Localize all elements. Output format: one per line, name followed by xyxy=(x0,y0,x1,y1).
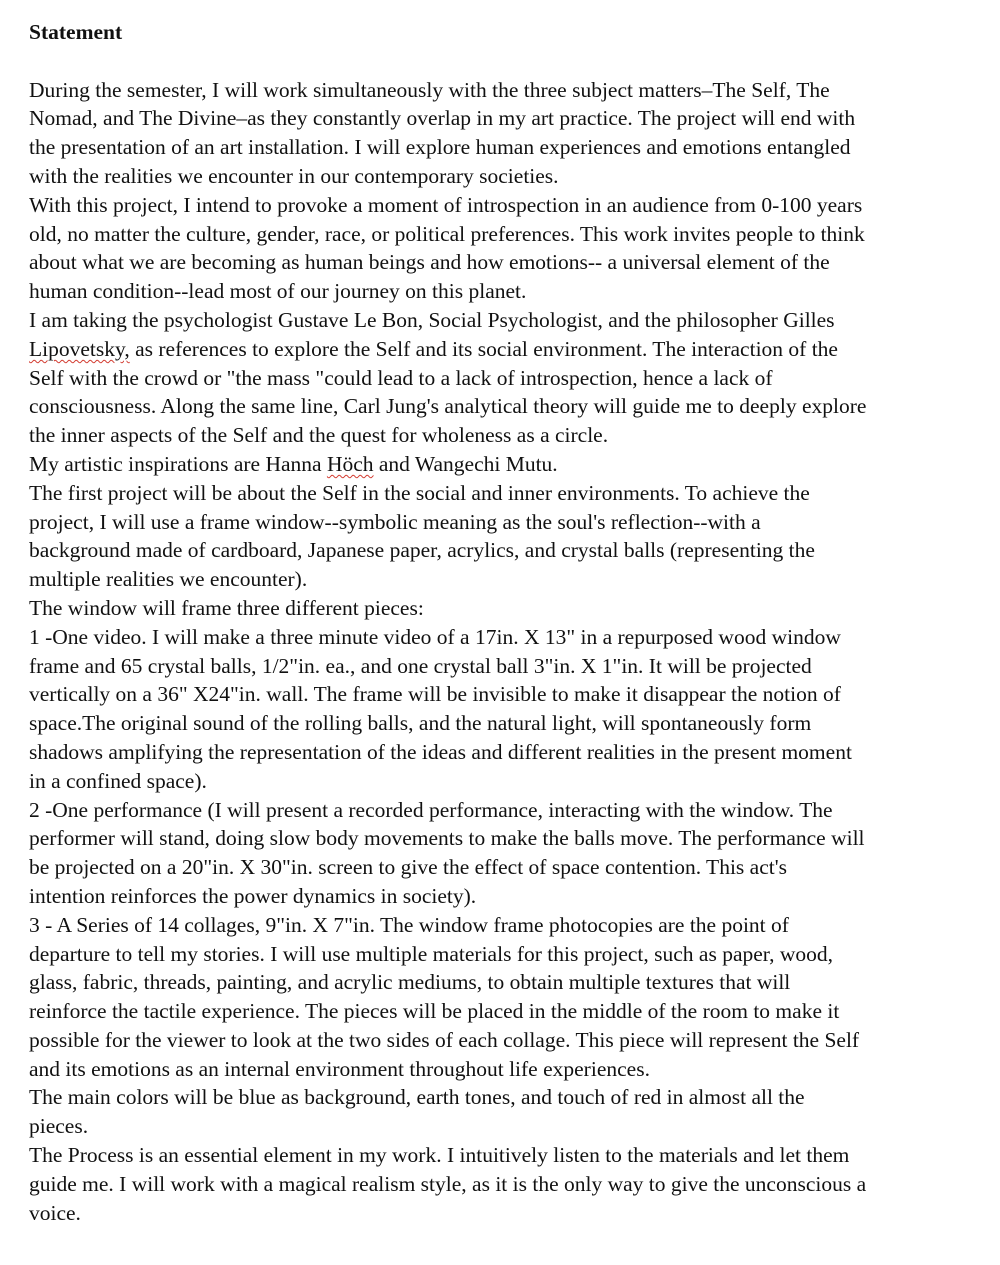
list-item-performance: 2 -One performance (I will present a recorded performance, interacting with the window. The performer will stand, doing slow body movements to make the balls move. The performance will be projected on a 20"in. X 30"in. screen to give the effect of space contention. This act's intention reinforces the power dynamics in society). xyxy=(29,797,865,908)
paragraph-intro: During the semester, I will work simultaneously with the three subject matters–The Self, The Nomad, and The Divine–as they constantly overlap in my art practice. The project will end with the presentation of an art installation. I will explore human experiences and emotions entangled with the realities we encounter in our contemporary societies. xyxy=(29,77,856,188)
statement-heading: Statement xyxy=(29,20,123,44)
paragraph-first-project: The first project will be about the Self in the social and inner environments. To achieve the project, I will use a frame window--symbolic meaning as the soul's reflection--with a background made of cardboard, Japanese paper, acrylics, and crystal balls (representing the multiple realities we encounter). xyxy=(29,480,815,592)
paragraph-intent: With this project, I intend to provoke a moment of introspection in an audience from 0-100 years old, no matter the culture, gender, race, or political preferences. This work invites people to think about what we are becoming as human beings and how emotions-- a universal element of the human condition--lead most of our journey on this planet. xyxy=(29,192,865,304)
paragraph-references-text-2: as references to explore the Self and its social environment. The interaction of the Self with the crowd or "the mass "could lead to a lack of introspection, hence a lack of consciousness. Along the same line, Carl Jung's analytical theory will guide me to deeply explore the inner aspects of the Self and the quest for wholeness as a circle. xyxy=(29,336,867,448)
paragraph-inspirations-text-2: and Wangechi Mutu. xyxy=(373,451,558,476)
spellcheck-flagged-word[interactable]: Höch xyxy=(326,451,374,476)
paragraph-references xyxy=(29,306,979,450)
paragraph-process: The Process is an essential element in my work. I intuitively listen to the materials and let them guide me. I will work with a magical realism style, as it is the only way to give the unconscious a voice. xyxy=(29,1143,867,1225)
list-item-video: 1 -One video. I will make a three minute video of a 17in. X 13" in a repurposed wood window frame and 65 crystal balls, 1/2"in. ea., and one crystal ball 3"in. X 1"in. It will be projected vertically on a 36" X24"in. wall. The frame will be invisible to make it disappear the notion of space.The original sound of the rolling balls, and the natural light, will spontaneously form shadows amplifying the representation of the ideas and different realities in the present moment in a confined space). xyxy=(29,624,852,793)
document-body xyxy=(29,18,979,1227)
paragraph-inspirations-text-1: My artistic inspirations are Hanna xyxy=(29,451,327,476)
paragraph-inspirations xyxy=(29,450,979,479)
paragraph-pieces-intro: The window will frame three different pieces: xyxy=(29,595,424,620)
paragraph-colors: The main colors will be blue as background, earth tones, and touch of red in almost all the pieces. xyxy=(29,1085,805,1139)
list-item-collages: 3 - A Series of 14 collages, 9"in. X 7"in. The window frame photocopies are the point of departure to tell my stories. I will use multiple materials for this project, such as paper, wood, glass, fabric, threads, painting, and acrylic mediums, to obtain multiple textures that will reinforce the tactile experience. The pieces will be placed in the middle of the room to make it possible for the viewer to look at the two sides of each collage. This piece will represent the Self and its emotions as an internal environment throughout life experiences. xyxy=(29,912,860,1081)
spellcheck-flagged-word[interactable]: Lipovetsky, xyxy=(29,336,130,361)
paragraph-references-text-1: I am taking the psychologist Gustave Le Bon, Social Psychologist, and the philosopher Gilles xyxy=(29,307,835,332)
